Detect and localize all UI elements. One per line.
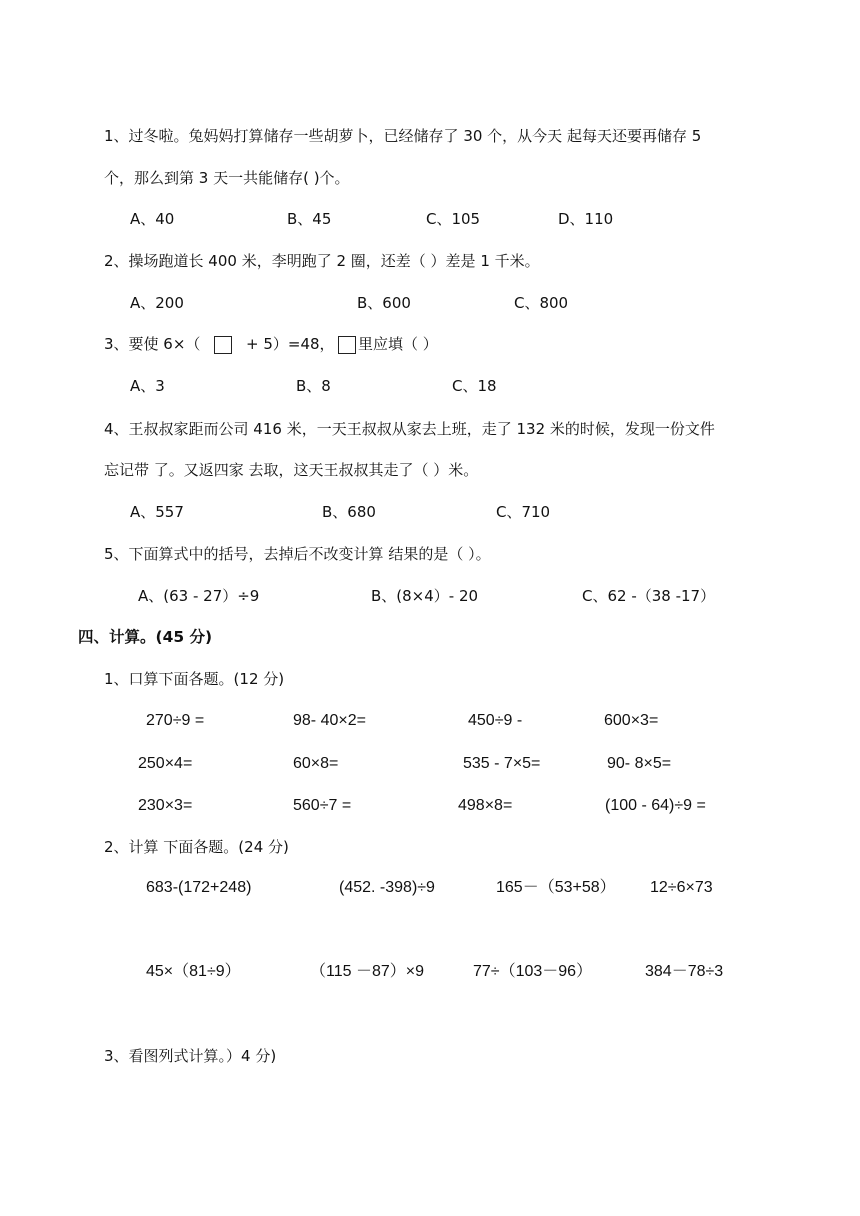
question-5-line1: 5、下面算式中的括号，去掉后不改变计算 结果的是（ ）。 <box>104 545 491 563</box>
written-calc-1-3: 165－（53+58） <box>496 879 616 896</box>
question-2-option-b[interactable]: B、600 <box>357 294 411 312</box>
question-5-option-c[interactable]: C、62 -（38 -17） <box>582 587 716 605</box>
section-4-title: 四、计算。(45 分) <box>78 628 213 646</box>
question-1-line2: 个，那么到第 3 天一共能储存( )个。 <box>104 169 350 187</box>
question-5-option-a[interactable]: A、(63 - 27）÷9 <box>138 587 260 605</box>
question-4-option-b[interactable]: B、680 <box>322 503 376 521</box>
question-4-line2: 忘记带 了。又返四家 去取，这天王叔叔其走了（ ）米。 <box>104 461 479 479</box>
question-1-line1: 1、过冬啦。兔妈妈打算储存一些胡萝卜，已经储存了 30 个，从今天 起每天还要再储存 5 <box>104 127 702 145</box>
mental-calc-3-4: (100 - 64)÷9 = <box>605 797 706 814</box>
question-1-option-d[interactable]: D、110 <box>558 210 614 228</box>
answer-box-2 <box>338 336 356 354</box>
question-1-option-c[interactable]: C、105 <box>426 210 481 228</box>
question-3-option-c[interactable]: C、18 <box>452 377 497 395</box>
written-calc-2-3: 77÷（103－96） <box>473 963 593 980</box>
written-calc-1-2: (452. -398)÷9 <box>339 879 435 896</box>
question-2-option-a[interactable]: A、200 <box>130 294 184 312</box>
written-calc-2-4: 384－78÷3 <box>645 963 724 980</box>
question-4-line1: 4、王叔叔家距而公司 416 米，一天王叔叔从家去上班，走了 132 米的时候，发现一份文件 <box>104 420 715 438</box>
mental-calc-2-2: 60×8= <box>293 755 339 772</box>
part-1-title: 1、口算下面各题。(12 分) <box>104 670 285 688</box>
written-calc-1-4: 12÷6×73 <box>650 879 713 896</box>
written-calc-1-1: 683-(172+248) <box>146 879 252 896</box>
question-4-option-a[interactable]: A、557 <box>130 503 184 521</box>
question-5-option-b[interactable]: B、(8×4）- 20 <box>371 587 479 605</box>
question-3-option-b[interactable]: B、8 <box>296 377 331 395</box>
question-3-part-c: 里应填（ ） <box>358 335 438 353</box>
question-4-option-c[interactable]: C、710 <box>496 503 551 521</box>
mental-calc-1-4: 600×3= <box>604 712 659 729</box>
answer-box-1 <box>214 336 232 354</box>
question-3-part-b: + 5）=48， <box>246 335 335 353</box>
written-calc-2-1: 45×（81÷9） <box>146 963 241 980</box>
mental-calc-3-3: 498×8= <box>458 797 513 814</box>
question-3-option-a[interactable]: A、3 <box>130 377 165 395</box>
part-3-title: 3、看图列式计算。）4 分) <box>104 1047 277 1065</box>
mental-calc-1-2: 98- 40×2= <box>293 712 366 729</box>
question-1-option-b[interactable]: B、45 <box>287 210 332 228</box>
written-calc-2-2: （115 －87）×9 <box>310 963 424 980</box>
mental-calc-3-2: 560÷7 = <box>293 797 352 814</box>
question-3-part-a: 3、要使 6×（ <box>104 335 201 353</box>
question-2-option-c[interactable]: C、800 <box>514 294 569 312</box>
question-2-line1: 2、操场跑道长 400 米，李明跑了 2 圈，还差（ ）差是 1 千米。 <box>104 252 540 270</box>
mental-calc-1-1: 270÷9 = <box>146 712 205 729</box>
question-1-option-a[interactable]: A、40 <box>130 210 175 228</box>
mental-calc-2-3: 535 - 7×5= <box>463 755 541 772</box>
mental-calc-2-4: 90- 8×5= <box>607 755 672 772</box>
mental-calc-3-1: 230×3= <box>138 797 193 814</box>
part-2-title: 2、计算 下面各题。(24 分) <box>104 838 289 856</box>
mental-calc-2-1: 250×4= <box>138 755 193 772</box>
mental-calc-1-3: 450÷9 - <box>468 712 523 729</box>
